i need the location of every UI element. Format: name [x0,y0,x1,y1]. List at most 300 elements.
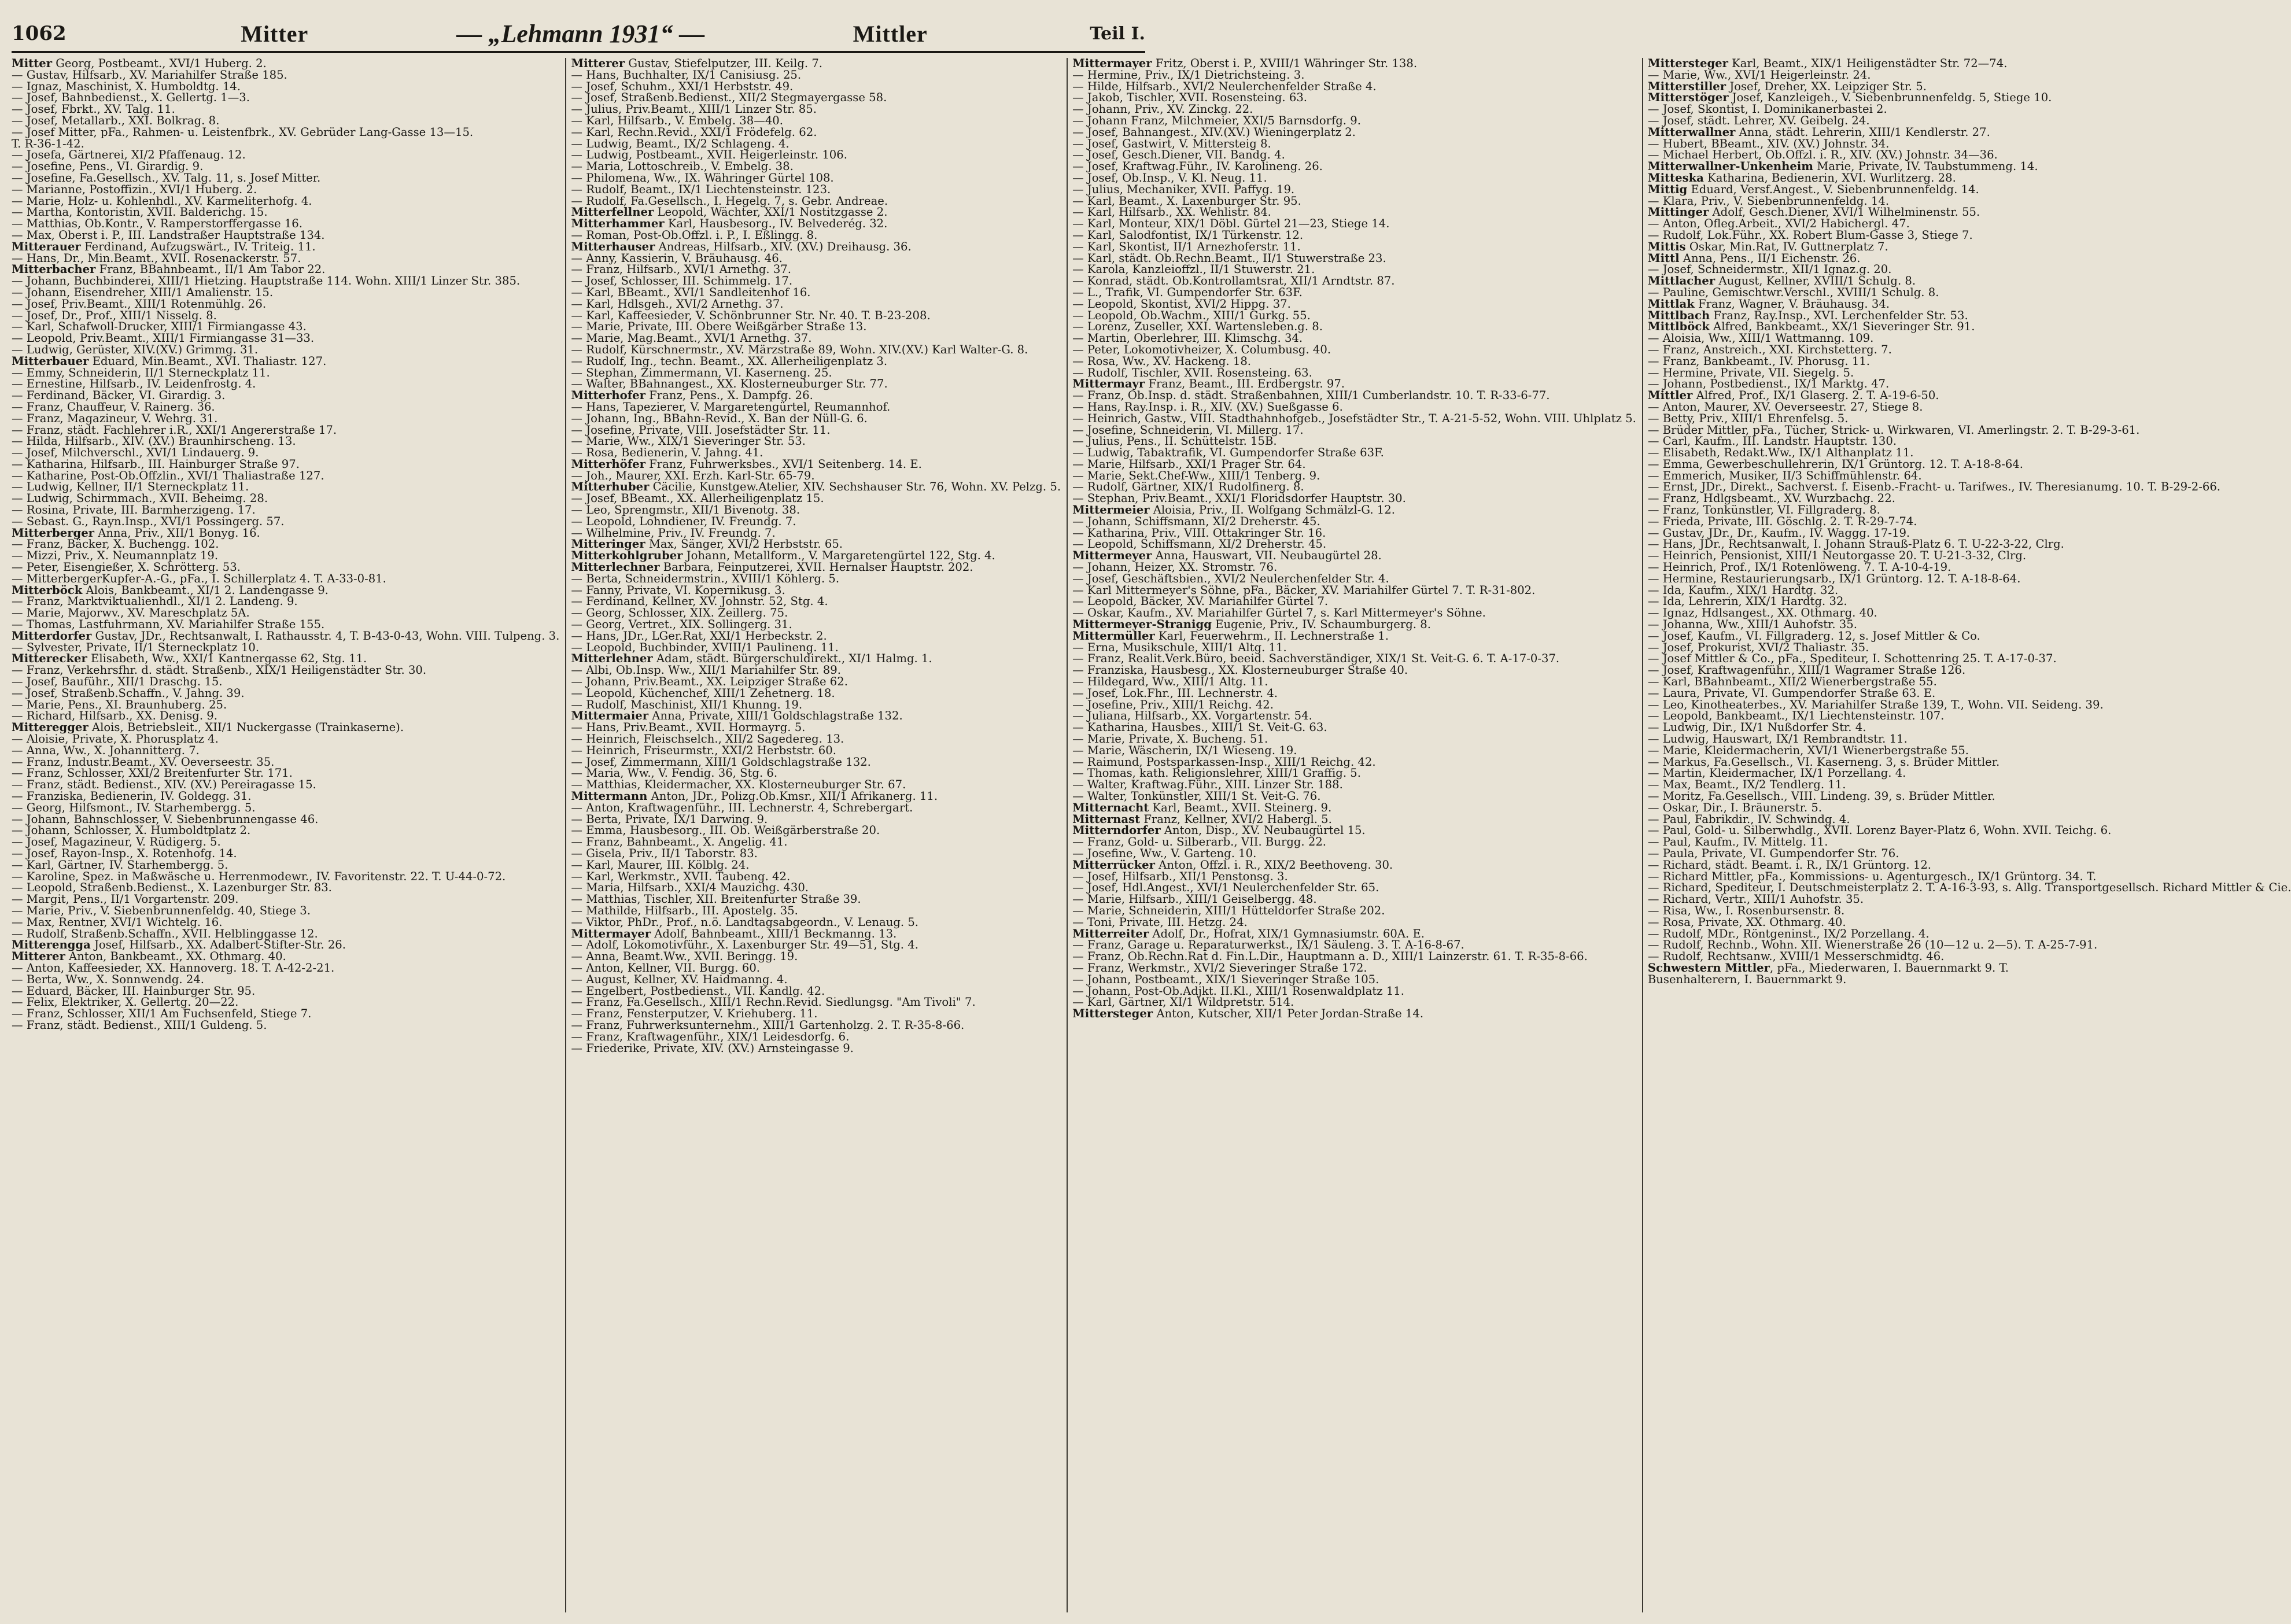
entry-text: — Maria, Ww., V. Fendig. 36, Stg. 6. [571,766,778,780]
entry-text: — Josef, Fbrkt., XV. Talg. 11. [12,102,175,116]
entry-text: — Rudolf, Ing., techn. Beamt., XX. Allerheiligenplatz 3. [571,354,888,368]
entry-text: — Adolf, Lokomotivführ., X. Laxenburger Str. 49—51, Stg. 4. [571,938,918,952]
entry-text: — Heinrich, Prof., IX/1 Rotenlöweng. 7. T. A-10-4-19. [1647,560,1951,574]
entry-text: — Walter, Tonkünstler, XIII/1 St. Veit-G. 76. [1072,789,1321,803]
entry-text: — Josef, städt. Lehrer, XV. Geibelg. 24. [1647,113,1870,127]
entry-text: — Johann, Eisendreher, XIII/1 Amalienstr. 15. [12,285,274,299]
entry-text: — Hubert, BBeamt., XIV. (XV.) Johnstr. 34. [1647,136,1890,150]
entry-text: — Ludwig, Postbeamt., XVII. Heigerleinstr. 106. [571,148,847,162]
entry-text: — Josef, Kraftwag.Führ., IV. Karolineng. 26. [1072,160,1323,174]
entry-text: — Franz, Bankbeamt., IV. Phorusg. 11. [1647,354,1870,368]
entry-text: — Richard Mittler, pFa., Kommissions- u. Agenturgesch., IX/1 Grüntorg. 34. T. [1647,869,2097,883]
entry-text: — Albi, Ob.Insp. Ww., XII/1 Mariahilfer Str. 89. [571,663,841,677]
entry-text: — Johann, Heizer, XX. Stromstr. 76. [1072,560,1278,574]
entry-text: — Josef, Kraftwagenführ., XIII/1 Wagramer Straße 126. [1647,663,1966,677]
entry-text: — Leopold, Straßenb.Bedienst., X. Lazenburger Str. 83. [12,881,332,895]
directory-entry [12,1020,559,1031]
entry-surname: Mittlbach [1647,308,1710,322]
entry-text: — Marie, Kleidermacherin, XVI/1 Wienerbergstraße 55. [1647,743,1969,757]
entry-text: — L., Trafik, VI. Gumpendorfer Str. 63F. [1072,285,1303,299]
entry-text: — Karl, BBahnbeamt., XII/2 Wienerbergstraße 55. [1647,675,1937,689]
entry-text: Gustav, Stiefelputzer, III. Keilg. 7. [625,57,823,70]
entry-text: — Rosa, Private, XX. Othmarg. 40. [1647,915,1846,929]
entry-text: — Ludwig, Beamt., IX/2 Schlageng. 4. [571,136,790,150]
entry-text: — Josef, Ob.Insp., V. Kl. Neug. 11. [1072,171,1267,184]
entry-text: — Hans, JDr., Rechtsanwalt, I. Johann Strauß-Platz 6. T. U-22-3-22, Clrg. [1647,537,2064,551]
entry-text: — Maria, Lottoschreib., V. Embelg. 38. [571,160,794,174]
entry-text: — Richard, Hilfsarb., XX. Denisg. 9. [12,709,217,723]
entry-surname: Mittermayr [1072,377,1145,391]
entry-text: — Matthias, Kleidermacher, XX. Klosterneuburger Str. 67. [571,778,906,792]
entry-text: — Josef Mitter, pFa., Rahmen- u. Leistenfbrk., XV. Gebrüder Lang-Gasse 13—15. [12,125,474,139]
entry-text: — Maria, Hilfsarb., XXI/4 Mauzichg. 430. [571,881,809,895]
entry-text: — Katharina, Hausbes., XIII/1 St. Veit-G. 63. [1072,721,1327,735]
entry-text: — Josef, Dr., Prof., XIII/1 Nisselg. 8. [12,308,217,322]
entry-text: — Felix, Elektriker, X. Gellertg. 20—22. [12,995,239,1009]
entry-text: Franz, Kellner, XVI/2 Habergl. 5. [1140,812,1332,826]
entry-text: — Hans, Buchhalter, IX/1 Canisiusg. 25. [571,68,802,82]
entry-text: — Anna, Ww., X. Johannitterg. 7. [12,743,200,757]
entry-text: — Emmerich, Musiker, II/3 Schiffmühlenstr. 64. [1647,468,1922,482]
entry-text: — Karl, Hilfsarb., V. Embelg. 38—40. [571,113,783,127]
entry-text: — Berta, Private, IX/1 Darwing. 9. [571,812,768,826]
entry-text: — Anton, Kraftwagenführ., III. Lechnerstr. 4, Schrebergart. [571,800,913,814]
entry-text: — Oskar, Dir., I. Bräunerstr. 5. [1647,800,1823,814]
entry-surname: Mitterhammer [571,217,665,231]
entry-text: — Marie, Private, X. Bucheng. 51. [1072,732,1268,746]
entry-text: Karl, Beamt., XVII. Steinerg. 9. [1149,800,1332,814]
entry-text: — Leopold, Priv.Beamt., XIII/1 Firmiangasse 31—33. [12,331,315,345]
entry-text: — Josef, Geschäftsbien., XVI/2 Neulerchenfelder Str. 4. [1072,571,1389,585]
entry-text: Adam, städt. Bürgerschuldirekt., XI/1 Halmg. 1. [652,652,932,666]
entry-text: — Stephan, Zimmermann, VI. Kaserneng. 25. [571,366,832,379]
entry-text: Gustav, JDr., Rechtsanwalt, I. Rathausstr. 4, T. B-43-0-43, Wohn. VIII. Tulpeng. 3. [91,629,560,643]
entry-text: — Ernst, JDr., Direkt., Sachverst. f. Eisenb.-Fracht- u. Tarifwes., IV. Theresianumg. 10. T. B-29-2-66. [1647,480,2221,494]
entry-surname: Mittler [1647,389,1693,403]
entry-text: — Max, Beamt., IX/2 Tendlerg. 11. [1647,778,1846,792]
entry-text: — Thomas, kath. Religionslehrer, XIII/1 Graffig. 5. [1072,766,1361,780]
entry-text: — Josef, Lok.Fhr., III. Lechnerstr. 4. [1072,686,1278,700]
entry-text: — Ignaz, Maschinist, X. Humboldtg. 14. [12,79,241,93]
entry-text: — Franz, städt. Bedienst., XIII/1 Guldeng. 5. [12,1018,267,1032]
entry-text: — Josefa, Gärtnerei, XI/2 Pfaffenaug. 12. [12,148,246,162]
directory-entry [12,127,559,138]
entry-text: — Peter, Lokomotivheizer, X. Columbusg. 40. [1072,342,1331,356]
entry-text: Marie, Private, IV. Taubstummeng. 14. [1813,160,2038,174]
entry-text: Eduard, Versf.Angest., V. Siebenbrunnenfeldg. 14. [1687,182,1979,196]
entry-text: — Rudolf, Fa.Gesellsch., I. Hegelg. 7, s. Gebr. Andreae. [571,194,888,208]
entry-text: Max, Sänger, XVI/2 Herbststr. 65. [645,537,843,551]
entry-text: — Brüder Mittler, pFa., Tücher, Strick- u. Wirkwaren, VI. Amerlingstr. 2. T. B-29-3-61. [1647,423,2140,437]
entry-surname: Mittig [1647,182,1688,196]
entry-text: — Ernestine, Hilfsarb., IV. Leidenfrostg. 4. [12,377,256,391]
entry-text: — Julius, Pens., II. Schüttelstr. 15B. [1072,434,1277,448]
entry-text: — Wilhelmine, Priv., IV. Freundg. 7. [571,526,776,540]
entry-text: — Franz, Chauffeur, V. Rainerg. 36. [12,400,215,414]
entry-text: — Gustav, Hilfsarb., XV. Mariahilfer Straße 185. [12,68,287,82]
entry-text: Oskar, Min.Rat, IV. Guttnerplatz 7. [1685,239,1888,253]
entry-text: — Josef, Rayon-Insp., X. Rotenhofg. 14. [12,846,237,860]
entry-text: — Josef, Bauführ., XII/1 Draschg. 15. [12,675,223,689]
entry-text: Eduard, Min.Beamt., XVI. Thaliastr. 127. [88,354,327,368]
entry-text: — Marie, Hilfsarb., XXI/1 Prager Str. 64. [1072,457,1306,471]
entry-text: — Franz, Industr.Beamt., XV. Oeverseestr. 35. [12,755,275,769]
entry-text: Karl, Beamt., XIX/1 Heiligenstädter Str. 72—74. [1728,57,2008,70]
entry-text: — Emmy, Schneiderin, II/1 Sterneckplatz 11. [12,366,270,379]
entry-text: — Josef, Metallarb., XXI. Bolkrag. 8. [12,113,220,127]
entry-surname: Mitterhöfer [571,457,645,471]
entry-text: — Karola, Kanzleioffzl., II/1 Stuwerstr. 21. [1072,263,1315,276]
entry-text: — Berta, Schneidermstrin., XVIII/1 Köhlerg. 5. [571,571,840,585]
entry-text: — Josefine, Pens., VI. Girardig. 9. [12,160,204,174]
entry-text: — Marie, Majorwv., XV. Mareschplatz 5A. [12,606,250,620]
entry-text: — Karl, Gärtner, IV. Starhembergg. 5. [12,858,228,872]
entry-text: — Leopold, Ob.Wachm., XIII/1 Gurkg. 55. [1072,308,1311,322]
entry-text: — Thomas, Lastfuhrmann, XV. Mariahilfer Straße 155. [12,618,325,632]
entry-text: — Josef, Schlosser, III. Schimmelg. 17. [571,274,793,288]
entry-text: — Ida, Lehrerin, XIX/1 Hardtg. 32. [1647,595,1847,608]
running-head-left: Mitter [241,20,309,47]
entry-text: — Josef, BBeamt., XX. Allerheiligenplatz 15. [571,492,824,505]
entry-text: — Frieda, Private, III. Göschlg. 2. T. R-29-7-74. [1647,514,1917,528]
entry-text: — Franz, Bahnbeamt., X. Angelig. 41. [571,835,788,849]
entry-text: — Karl, Beamt., X. Laxenburger Str. 95. [1072,194,1301,208]
entry-text: Aloisia, Priv., II. Wolfgang Schmälzl-G. 12. [1149,503,1395,517]
entry-text: Franz, Beamt., III. Erdbergstr. 97. [1145,377,1345,391]
entry-surname: Mitterauer [12,239,81,253]
entry-text: — Franz, Fensterputzer, V. Kriehuberg. 11. [571,1007,818,1021]
entry-text: — Josef, Gesch.Diener, VII. Bandg. 4. [1072,148,1285,162]
entry-text: — Walter, BBahnangest., XX. Klosterneuburger Str. 77. [571,377,888,391]
entry-surname: Mittis [1647,239,1686,253]
entry-text: — Karl, Hilfsarb., XX. Wehlistr. 84. [1072,205,1271,219]
entry-text: — Karl, städt. Ob.Rechn.Beamt., II/1 Stuwerstraße 23. [1072,251,1386,265]
entry-text: — Josef, Bahnbedienst., X. Gellertg. 1—3. [12,91,250,105]
entry-text: — Hans, Tapezierer, V. Margaretengürtel, Reumannhof. [571,400,891,414]
entry-text: — Georg, Schlosser, XIX. Zeillerg. 75. [571,606,788,620]
entry-text: — Leopold, Bankbeamt., IX/1 Liechtensteinstr. 107. [1647,709,1945,723]
entry-text: — Anton, Kaffeesieder, XX. Hannoverg. 18. T. A-42-2-21. [12,961,335,975]
entry-surname: Mittermeier [1072,503,1150,517]
entry-surname: Mitterer [12,950,65,964]
entry-text: — Katharine, Post-Ob.Offzlin., XVI/1 Thaliastraße 127. [12,468,324,482]
entry-text: — Rudolf, Kürschnermstr., XV. Märzstraße 89, Wohn. XIV.(XV.) Karl Walter-G. 8. [571,342,1028,356]
entry-text: — Josefine, Private, VIII. Josefstädter Str. 11. [571,423,831,437]
entry-surname: Mittermeyer [1072,549,1152,563]
entry-text: — Karl, Schafwoll-Drucker, XIII/1 Firmiangasse 43. [12,320,307,334]
entry-surname: Mittlak [1647,297,1695,311]
entry-text: — Matthias, Tischler, XII. Breitenfurter Straße 39. [571,892,861,906]
entry-text: Alfred, Bankbeamt., XX/1 Sieveringer Str. 91. [1709,320,1975,334]
entry-text: Johann, Metallform., V. Margaretengürtel 122, Stg. 4. [682,549,995,563]
entry-text: — Hermine, Private, VII. Siegelg. 5. [1647,366,1854,379]
directory-entry [571,1043,1061,1054]
entry-text: — Karl, Monteur, XIX/1 Döbl. Gürtel 21—23, Stiege 14. [1072,217,1390,231]
entry-text: T. R-36-1-42. [12,136,84,150]
entry-text: Anton, Kutscher, XII/1 Peter Jordan-Straße 14. [1153,1007,1424,1021]
entry-text: — Franz, Gold- u. Silberarb., VII. Burgg. 22. [1072,835,1327,849]
entry-text: — Marie, Mag.Beamt., XVI/1 Arnethg. 37. [571,331,812,345]
entry-text: — August, Kellner, XV. Haidmanng. 4. [571,972,788,986]
entry-text: — Marie, Hilfsarb., XIII/1 Geiselbergg. 48. [1072,892,1317,906]
entry-text: Cäcilie, Kunstgew.Atelier, XIV. Sechshauser Str. 76, Wohn. XV. Pelzg. 5. [649,480,1061,494]
entry-text: Alfred, Prof., IX/1 Glaserg. 2. T. A-19-6-50. [1692,389,1939,403]
entry-text: — Eduard, Bäcker, III. Hainburger Str. 95. [12,984,256,998]
entry-text: — Katharina, Hilfsarb., III. Hainburger Straße 97. [12,457,300,471]
entry-text: Karl, Feuerwehrm., II. Lechnerstraße 1. [1154,629,1389,643]
entry-text: — Leo, Kinotheaterbes., XV. Mariahilfer Straße 139, T., Wohn. VII. Seideng. 39. [1647,697,2104,711]
entry-text: — Richard, Spediteur, I. Deutschmeisterplatz 2. T. A-16-3-93, s. Allg. Transportgesellsch. Richard Mittler & Cie. [1647,881,2291,895]
entry-surname: Mitterreiter [1072,927,1149,940]
entry-text: — Rosina, Private, III. Barmherzigeng. 17. [12,503,256,517]
entry-text: — Karl, Maurer, III. Kölblg. 24. [571,858,750,872]
entry-text: — Leo, Sprengmstr., XII/1 Bivenotg. 38. [571,503,800,517]
entry-text: — Rudolf, Rechtsanw., XVIII/1 Messerschmidtg. 46. [1647,950,1945,964]
entry-text: — Gisela, Priv., II/1 Taborstr. 83. [571,846,758,860]
entry-text: — Ida, Kaufm., XIX/1 Hardtg. 32. [1647,583,1839,597]
entry-text: — Johann, Buchbinderei, XIII/1 Hietzing. Hauptstraße 114. Wohn. XIII/1 Linzer Str. 385. [12,274,521,288]
entry-text: — Hildegard, Ww., XIII/1 Altg. 11. [1072,675,1268,689]
entry-text: — Paul, Gold- u. Silberwhdlg., XVII. Lorenz Bayer-Platz 6, Wohn. XVII. Teichg. 6. [1647,824,2112,837]
entry-text: Adolf, Gesch.Diener, XVI/1 Wilhelminenstr. 55. [1709,205,1980,219]
entry-text: — Georg, Vertret., XIX. Sollingerg. 31. [571,618,792,632]
entry-text: Anton, JDr., Polizg.Ob.Kmsr., XII/1 Afrikanerg. 11. [647,789,938,803]
entry-text: Adolf, Dr., Hofrat, XIX/1 Gymnasiumstr. 60A. E. [1149,927,1425,940]
entry-text: Katharina, Bedienerin, XVI. Wurlitzerg. 28. [1703,171,1956,184]
entry-text: — Aloisie, Private, X. Phorusplatz 4. [12,732,219,746]
entry-text: — Engelbert, Postbedienst., VII. Kandlg. 42. [571,984,825,998]
entry-surname: Mittermeyer-Stranigg [1072,618,1212,632]
entry-text: — Carl, Kaufm., III. Landstr. Hauptstr. 130. [1647,434,1897,448]
entry-text: — Juliana, Hilfsarb., XX. Vorgartenstr. 54. [1072,709,1312,723]
entry-text: — Leopold, Bäcker, XV. Mariahilfer Gürtel 7. [1072,595,1329,608]
entry-text: Josef, Kanzleigeh., V. Siebenbrunnenfeldg. 5, Stiege 10. [1728,91,2052,105]
entry-surname: Mitterecker [12,652,87,666]
column-4 [1642,58,2291,1612]
entry-text: — Marie, Wäscherin, IX/1 Wieseng. 19. [1072,743,1297,757]
entry-text: Busenhalterern, I. Bauernmarkt 9. [1647,972,1847,986]
entry-text: — Marie, Ww., XVI/1 Heigerleinstr. 24. [1647,68,1871,82]
entry-text: — Josef, Straßenb.Bedienst., XII/2 Stegmayergasse 58. [571,91,887,105]
entry-text: — Johanna, Ww., XIII/1 Auhofstr. 35. [1647,618,1857,632]
entry-text: — Franz, Marktviktualienhdl., XI/1 2. Landeng. 9. [12,595,298,608]
entry-text: Josef, Dreher, XX. Leipziger Str. 5. [1726,79,1927,93]
entry-text: Anna, Private, XIII/1 Goldschlagstraße 132. [648,709,903,723]
entry-text: — Anny, Kassierin, V. Bräuhausg. 46. [571,251,783,265]
entry-text: — Ludwig, Hauswart, IX/1 Rembrandtstr. 11. [1647,732,1908,746]
entry-text: — Gustav, JDr., Dr., Kaufm., IV. Waggg. 17-19. [1647,526,1910,540]
entry-surname: Mitterhofer [571,389,645,403]
entry-surname: Mittersteger [1647,57,1728,70]
entry-text: — Rosa, Ww., XV. Hackeng. 18. [1072,354,1252,368]
entry-text: — Marie, Private, III. Obere Weißgärber Straße 13. [571,320,867,334]
entry-text: — Johann, Schlosser, X. Humboldtplatz 2. [12,824,251,837]
entry-text: August, Kellner, XVIII/1 Schulg. 8. [1715,274,1916,288]
entry-text: Karl, Hausbesorg., IV. Belvederég. 32. [664,217,888,231]
entry-surname: Mitterlehner [571,652,653,666]
entry-text: — Leopold, Küchenchef, XIII/1 Zehetnerg. 18. [571,686,835,700]
entry-text: — Josefine, Ww., V. Garteng. 10. [1072,846,1257,860]
entry-surname: Mitteska [1647,171,1704,184]
entry-text: — Richard, Vertr., XIII/1 Auhofstr. 35. [1647,892,1864,906]
entry-text: Franz, Pens., X. Dampfg. 26. [645,389,813,403]
entry-text: — Emma, Gewerbeschullehrerin, IX/1 Grüntorg. 12. T. A-18-8-64. [1647,457,2023,471]
entry-surname: Mitterer [571,57,625,70]
entry-text: — Paul, Kaufm., IV. Mittelg. 11. [1647,835,1828,849]
entry-text: — Johann, Postbeamt., XIX/1 Sieveringer Straße 105. [1072,972,1379,986]
entry-text: — Sebast. G., Rayn.Insp., XVI/1 Possingerg. 57. [12,514,285,528]
entry-text: — Katharina, Priv., VIII. Ottakringer Str. 16. [1072,526,1326,540]
entry-text: — Marie, Pens., XI. Braunhuberg. 25. [12,697,227,711]
entry-text: — Franz, Realit.Verk.Büro, beeid. Sachverständiger, XIX/1 St. Veit-G. 6. T. A-17-0-37. [1072,652,1560,666]
directory-entry [1648,974,2291,986]
entry-text: — Rudolf, Lok.Führ., XX. Robert Blum-Gasse 3, Stiege 7. [1647,228,1973,242]
entry-text: — Franziska, Hausbesg., XX. Klosterneuburger Straße 40. [1072,663,1408,677]
entry-surname: Mitterbacher [12,263,96,276]
entry-text: — Margit, Pens., II/1 Vorgartenstr. 209. [12,892,239,906]
entry-surname: Mittl [1647,251,1680,265]
entry-text: — Franz, Werkmstr., XVI/2 Sieveringer Straße 172. [1072,961,1367,975]
entry-text: Anton, Bankbeamt., XX. Othmarg. 40. [65,950,286,964]
entry-text: — Max, Oberst i. P., III. Landstraßer Hauptstraße 134. [12,228,325,242]
entry-text: — Josefine, Fa.Gesellsch., XV. Talg. 11, s. Josef Mitter. [12,171,321,184]
entry-text: — Friederike, Private, XIV. (XV.) Arnsteingasse 9. [571,1041,854,1055]
entry-text: — Klara, Priv., V. Siebenbrunnenfeldg. 14. [1647,194,1890,208]
entry-text: — Georg, Hilfsmont., IV. Starhembergg. 5. [12,800,256,814]
entry-text: — Leopold, Lohndiener, IV. Freundg. 7. [571,514,796,528]
entry-text: — Ferdinand, Bäcker, VI. Girardig. 3. [12,389,226,403]
entry-text: — Johann, Priv.Beamt., XX. Leipziger Straße 62. [571,675,848,689]
directory-columns [12,57,2291,1612]
entry-surname: Mitterwallner-Unkenheim [1647,160,1814,174]
entry-text: — Lorenz, Zuseller, XXI. Wartensleben.g. 8. [1072,320,1323,334]
entry-text: — Walter, Kraftwag.Führ., XIII. Linzer Str. 188. [1072,778,1343,792]
entry-text: — Mathilde, Hilfsarb., III. Apostelg. 35. [571,903,798,917]
entry-text: — Michael Herbert, Ob.Offzl. i. R., XIV. (XV.) Johnstr. 34—36. [1647,148,1998,162]
entry-text: Anton, Offzl. i. R., XIX/2 Beethoveng. 30. [1154,858,1393,872]
entry-text: Leopold, Wächter, XXI/1 Nostitzgasse 2. [654,205,888,219]
entry-text: — Rudolf, Gärtner, XIX/1 Rudolfinerg. 8. [1072,480,1304,494]
entry-text: — Ludwig, Schirmmach., XVII. Beheimg. 28. [12,492,268,505]
entry-text: — Philomena, Ww., IX. Währinger Gürtel 108. [571,171,834,184]
entry-text: — Josef, Straßenb.Schaffn., V. Jahng. 39. [12,686,245,700]
entry-text: — Rudolf, MDr., Röntgeninst., IX/2 Porzellang. 4. [1647,927,1930,940]
entry-text: — Hilda, Hilfsarb., XIV. (XV.) Braunhirscheng. 13. [12,434,296,448]
entry-text: — Hans, Dr., Min.Beamt., XVII. Rosenackerstr. 57. [12,251,301,265]
entry-text: — Franz, Schlosser, XII/1 Am Fuchsenfeld, Stiege 7. [12,1007,312,1021]
entry-text: — Marie, Holz- u. Kohlenhdl., XV. Karmeliterhofg. 4. [12,194,312,208]
entry-text: Georg, Postbeamt., XVI/1 Huberg. 2. [52,57,267,70]
entry-text: — Ludwig, Gerüster, XIV.(XV.) Grimmg. 31. [12,342,259,356]
entry-text: — Max, Rentner, XVI/1 Wichtelg. 16. [12,915,223,929]
entry-text: — Hilde, Hilfsarb., XVI/2 Neulerchenfelder Straße 4. [1072,79,1377,93]
entry-text: — Josefine, Priv., XIII/1 Reichg. 42. [1072,697,1274,711]
entry-text: — Johann, Post-Ob.Adjkt. II.Kl., XIII/1 Rosenwaldplatz 11. [1072,984,1404,998]
entry-text: — Franz, Verkehrsfhr. d. städt. Straßenb., XIX/1 Heiligenstädter Str. 30. [12,663,427,677]
part-label: Teil I. [1090,23,1145,44]
entry-text: Josef, Hilfsarb., XX. Adalbert-Stifter-Str. 26. [90,938,346,952]
entry-surname: Mittlböck [1647,320,1710,334]
entry-surname: Mittermaier [571,709,649,723]
entry-surname: Mitterdorfer [12,629,92,643]
entry-surname: Mittinger [1647,205,1709,219]
entry-text: — Leopold, Schiffsmann, XI/2 Dreherstr. 45. [1072,537,1327,551]
entry-surname: Mitterkohlgruber [571,549,683,563]
entry-text: Adolf, Bahnbeamt., XIII/1 Beckmanng. 13. [651,927,897,940]
entry-surname: Mitterndorfer [1072,824,1161,837]
entry-text: — Richard, städt. Beamt. i. R., IX/1 Grüntorg. 12. [1647,858,1932,872]
running-head-right: Mittler [853,20,928,47]
entry-text: — Martha, Kontoristin, XVII. Balderichg. 15. [12,205,268,219]
entry-text: — Rudolf, Rechnb., Wohn. XII. Wienerstraße 26 (10—12 u. 2—5). T. A-25-7-91. [1647,938,2098,952]
entry-text: — Rosa, Bedienerin, V. Jahng. 41. [571,446,763,460]
entry-text: — Matthias, Ob.Kontr., V. Ramperstorffergasse 16. [12,217,302,231]
entry-text: — Josef, Kaufm., VI. Fillgraderg. 12, s. Josef Mittler & Co. [1647,629,1980,643]
entry-text: — Franz, Hdlgsbeamt., XV. Wurzbachg. 22. [1647,492,1895,505]
entry-text: — Anna, Beamt.Ww., XVII. Beringg. 19. [571,950,798,964]
entry-text: — Ludwig, Kellner, II/1 Sterneckplatz 11. [12,480,249,494]
entry-text: — Betty, Priv., XIII/1 Ehrenfelsg. 5. [1647,411,1849,425]
publication-title: — „Lehmann 1931“ — [456,19,705,48]
entry-text: — Laura, Private, VI. Gumpendorfer Straße 63. E. [1647,686,1936,700]
entry-text: — Paula, Private, VI. Gumpendorfer Str. 76. [1647,846,1899,860]
entry-text: Anton, Disp., XV. Neubaugürtel 15. [1160,824,1366,837]
entry-text: — Moritz, Fa.Gesellsch., VIII. Lindeng. 39, s. Brüder Mittler. [1647,789,1995,803]
entry-text: — Hans, JDr., LGer.Rat, XXI/1 Herbeckstr. 2. [571,629,827,643]
entry-text: — Josef, Hdl.Angest., XVI/1 Neulerchenfelder Str. 65. [1072,881,1379,895]
entry-text: — Stephan, Priv.Beamt., XXI/1 Floridsdorfer Hauptstr. 30. [1072,492,1406,505]
entry-surname: Mittersteger [1072,1007,1153,1021]
entry-text: — Josef, Milchverschl., XVI/1 Lindauerg. 9. [12,446,259,460]
entry-text: — Oskar, Kaufm., XV. Mariahilfer Gürtel 7, s. Karl Mittermeyer's Söhne. [1072,606,1486,620]
entry-text: Andreas, Hilfsarb., XIV. (XV.) Dreihausg. 36. [655,239,912,253]
entry-text: — Toni, Private, III. Hetzg. 24. [1072,915,1248,929]
entry-text: — Marie, Sekt.Chef-Ww., XIII/1 Tenberg. 9. [1072,468,1320,482]
entry-surname: Mitterböck [12,583,83,597]
page-header [12,19,1145,49]
entry-text: — Konrad, städt. Ob.Kontrollamtsrat, XII/1 Arndtstr. 87. [1072,274,1395,288]
entry-text: — Josef, Priv.Beamt., XIII/1 Rotenmühlg. 26. [12,297,267,311]
entry-text: — Emma, Hausbesorg., III. Ob. Weißgärberstraße 20. [571,824,880,837]
entry-surname: Mitterstöger [1647,91,1729,105]
entry-text: — Karoline, Spez. in Maßwäsche u. Herrenmodewr., IV. Favoritenstr. 22. T. U-44-0-72. [12,869,506,883]
entry-text: — Franziska, Bedienerin, IV. Goldegg. 31. [12,789,252,803]
entry-text: — Josef, Magazineur, V. Rüdigerg. 5. [12,835,221,849]
entry-text: — Johann, Postbedienst., IX/1 Marktg. 47. [1647,377,1890,391]
entry-text: — Franz, Hilfsarb., XVI/1 Arnethg. 37. [571,263,791,276]
entry-text: — Franz, Fuhrwerksunternehm., XIII/1 Gartenholzg. 2. T. R-35-8-66. [571,1018,965,1032]
entry-text: — Karl, Skontist, II/1 Arnezhoferstr. 11. [1072,239,1301,253]
entry-surname: Mitterbauer [12,354,89,368]
entry-surname: Mittermüller [1072,629,1155,643]
entry-text: Franz, Fuhrwerksbes., XVI/1 Seitenberg. 14. E. [645,457,922,471]
directory-entry [1072,1008,1636,1020]
entry-text: — Josef, Prokurist, XVI/2 Thaliastr. 35. [1647,640,1869,654]
entry-text: — Rudolf, Tischler, XVII. Rosensteing. 63. [1072,366,1312,379]
page-number: 1062 [12,22,67,45]
entry-text: Eugenie, Priv., IV. Schaumburgerg. 8. [1211,618,1431,632]
entry-text: — Franz, Magazineur, V. Wehrg. 31. [12,411,218,425]
entry-text: — Leopold, Skontist, XVI/2 Hippg. 37. [1072,297,1291,311]
entry-surname: Mitternast [1072,812,1141,826]
header-rule [12,51,1145,53]
entry-text: — Marianne, Postoffizin., XVI/1 Huberg. 2. [12,182,257,196]
entry-surname: Mitterberger [12,526,95,540]
entry-text: — Heinrich, Pensionist, XIII/1 Neutorgasse 20. T. U-21-3-32, Clrg. [1647,549,2027,563]
entry-text: — Rudolf, Beamt., IX/1 Liechtensteinstr. 123. [571,182,831,196]
entry-text: — Ludwig, Dir., IX/1 Nußdorfer Str. 4. [1647,721,1866,735]
entry-text: — Julius, Mechaniker, XVII. Paffyg. 19. [1072,182,1295,196]
